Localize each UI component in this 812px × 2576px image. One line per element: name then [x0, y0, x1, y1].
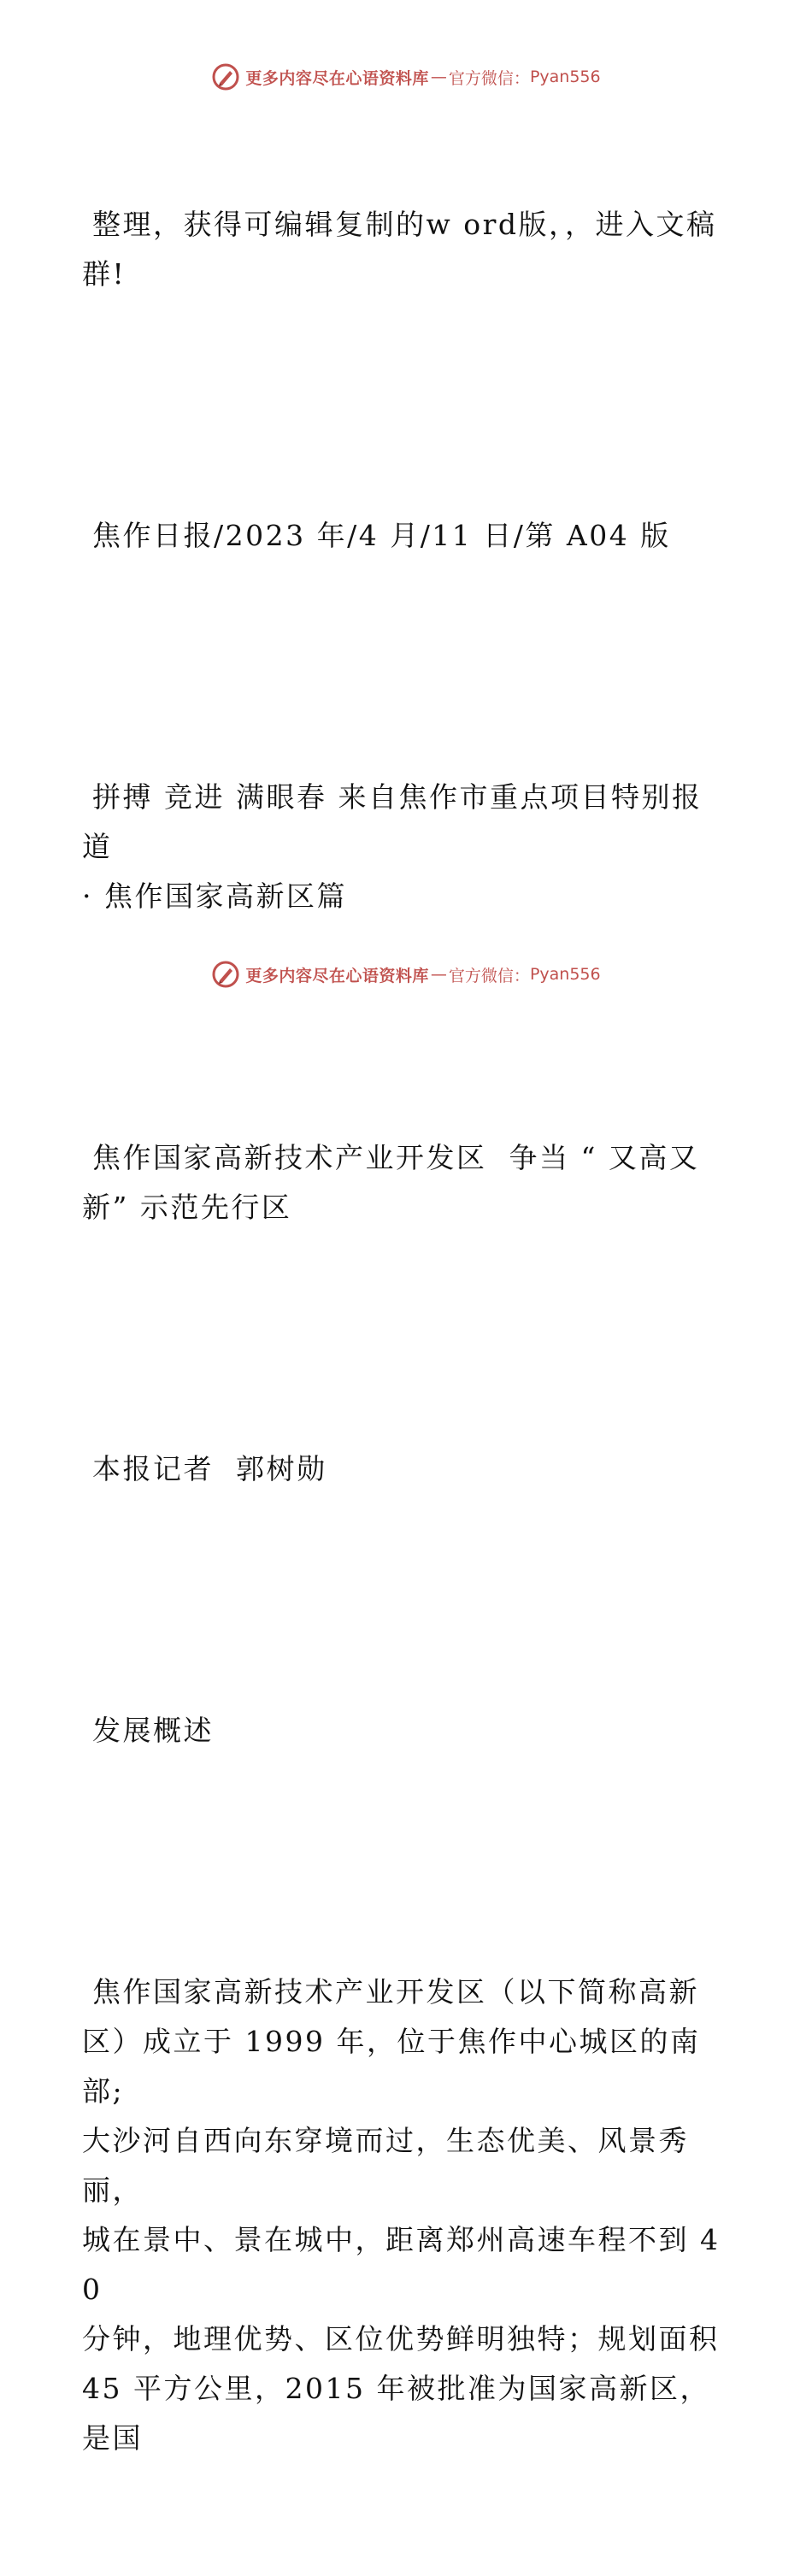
footer-watermark: [0, 957, 812, 991]
text-line: 45 平方公里，2015 年被批准为国家高新区，是国: [82, 2372, 710, 2455]
paragraph-source: [82, 412, 732, 660]
text-line: 城在景中、景在城中，距离郑州高速车程不到 40: [82, 2223, 721, 2306]
text-line: 群!: [82, 257, 127, 291]
document-body: [82, 101, 732, 2576]
watermark-wechat-id: Pyan556: [529, 68, 601, 86]
text-line: 整理，获得可编辑复制的w ord版，，进入文稿: [92, 208, 717, 241]
text-line: 焦作国家高新技术产业开发区（以下简称高新: [92, 1975, 699, 2008]
pen-logo-icon: [211, 960, 240, 989]
watermark-text: 更多内容尽在心语资料库: [245, 966, 429, 985]
text-line: 新” 示范先行区: [82, 1191, 292, 1224]
watermark-official-label: 官方微信：: [448, 68, 530, 88]
text-line: 拼搏 竞进 满眼春 来自焦作市重点项目特别报道: [82, 780, 703, 863]
watermark-official-label: 官方微信：: [448, 966, 530, 985]
watermark-wechat-id: Pyan556: [529, 965, 601, 984]
paragraph-byline: [82, 1345, 732, 1593]
watermark-dash: —: [430, 965, 447, 984]
paragraph-body: [82, 1868, 732, 2562]
paragraph-section-heading: [82, 1607, 732, 1855]
text-line: 焦作国家高新技术产业开发区 争当 “ 又高又: [92, 1141, 700, 1174]
paragraph-intro: [82, 101, 732, 398]
watermark-text: 更多内容尽在心语资料库: [245, 68, 429, 88]
header-watermark: [0, 60, 812, 94]
text-line: 发展概述: [92, 1714, 214, 1747]
text-line: 本报记者 郭树勋: [92, 1452, 327, 1485]
text-line: 区）成立于 1999 年，位于焦作中心城区的南部;: [82, 2025, 701, 2108]
watermark-dash: —: [430, 68, 447, 86]
text-line: 分钟，地理优势、区位优势鲜明独特；规划面积: [82, 2322, 720, 2355]
text-line: 焦作日报/2023 年/4 月/11 日/第 A04 版: [92, 519, 671, 552]
pen-logo-icon: [211, 62, 240, 91]
paragraph-headline: [82, 1034, 732, 1332]
text-line: · 焦作国家高新区篇: [82, 879, 347, 913]
text-line: 大沙河自西向东穿境而过，生态优美、风景秀丽，: [82, 2124, 689, 2207]
